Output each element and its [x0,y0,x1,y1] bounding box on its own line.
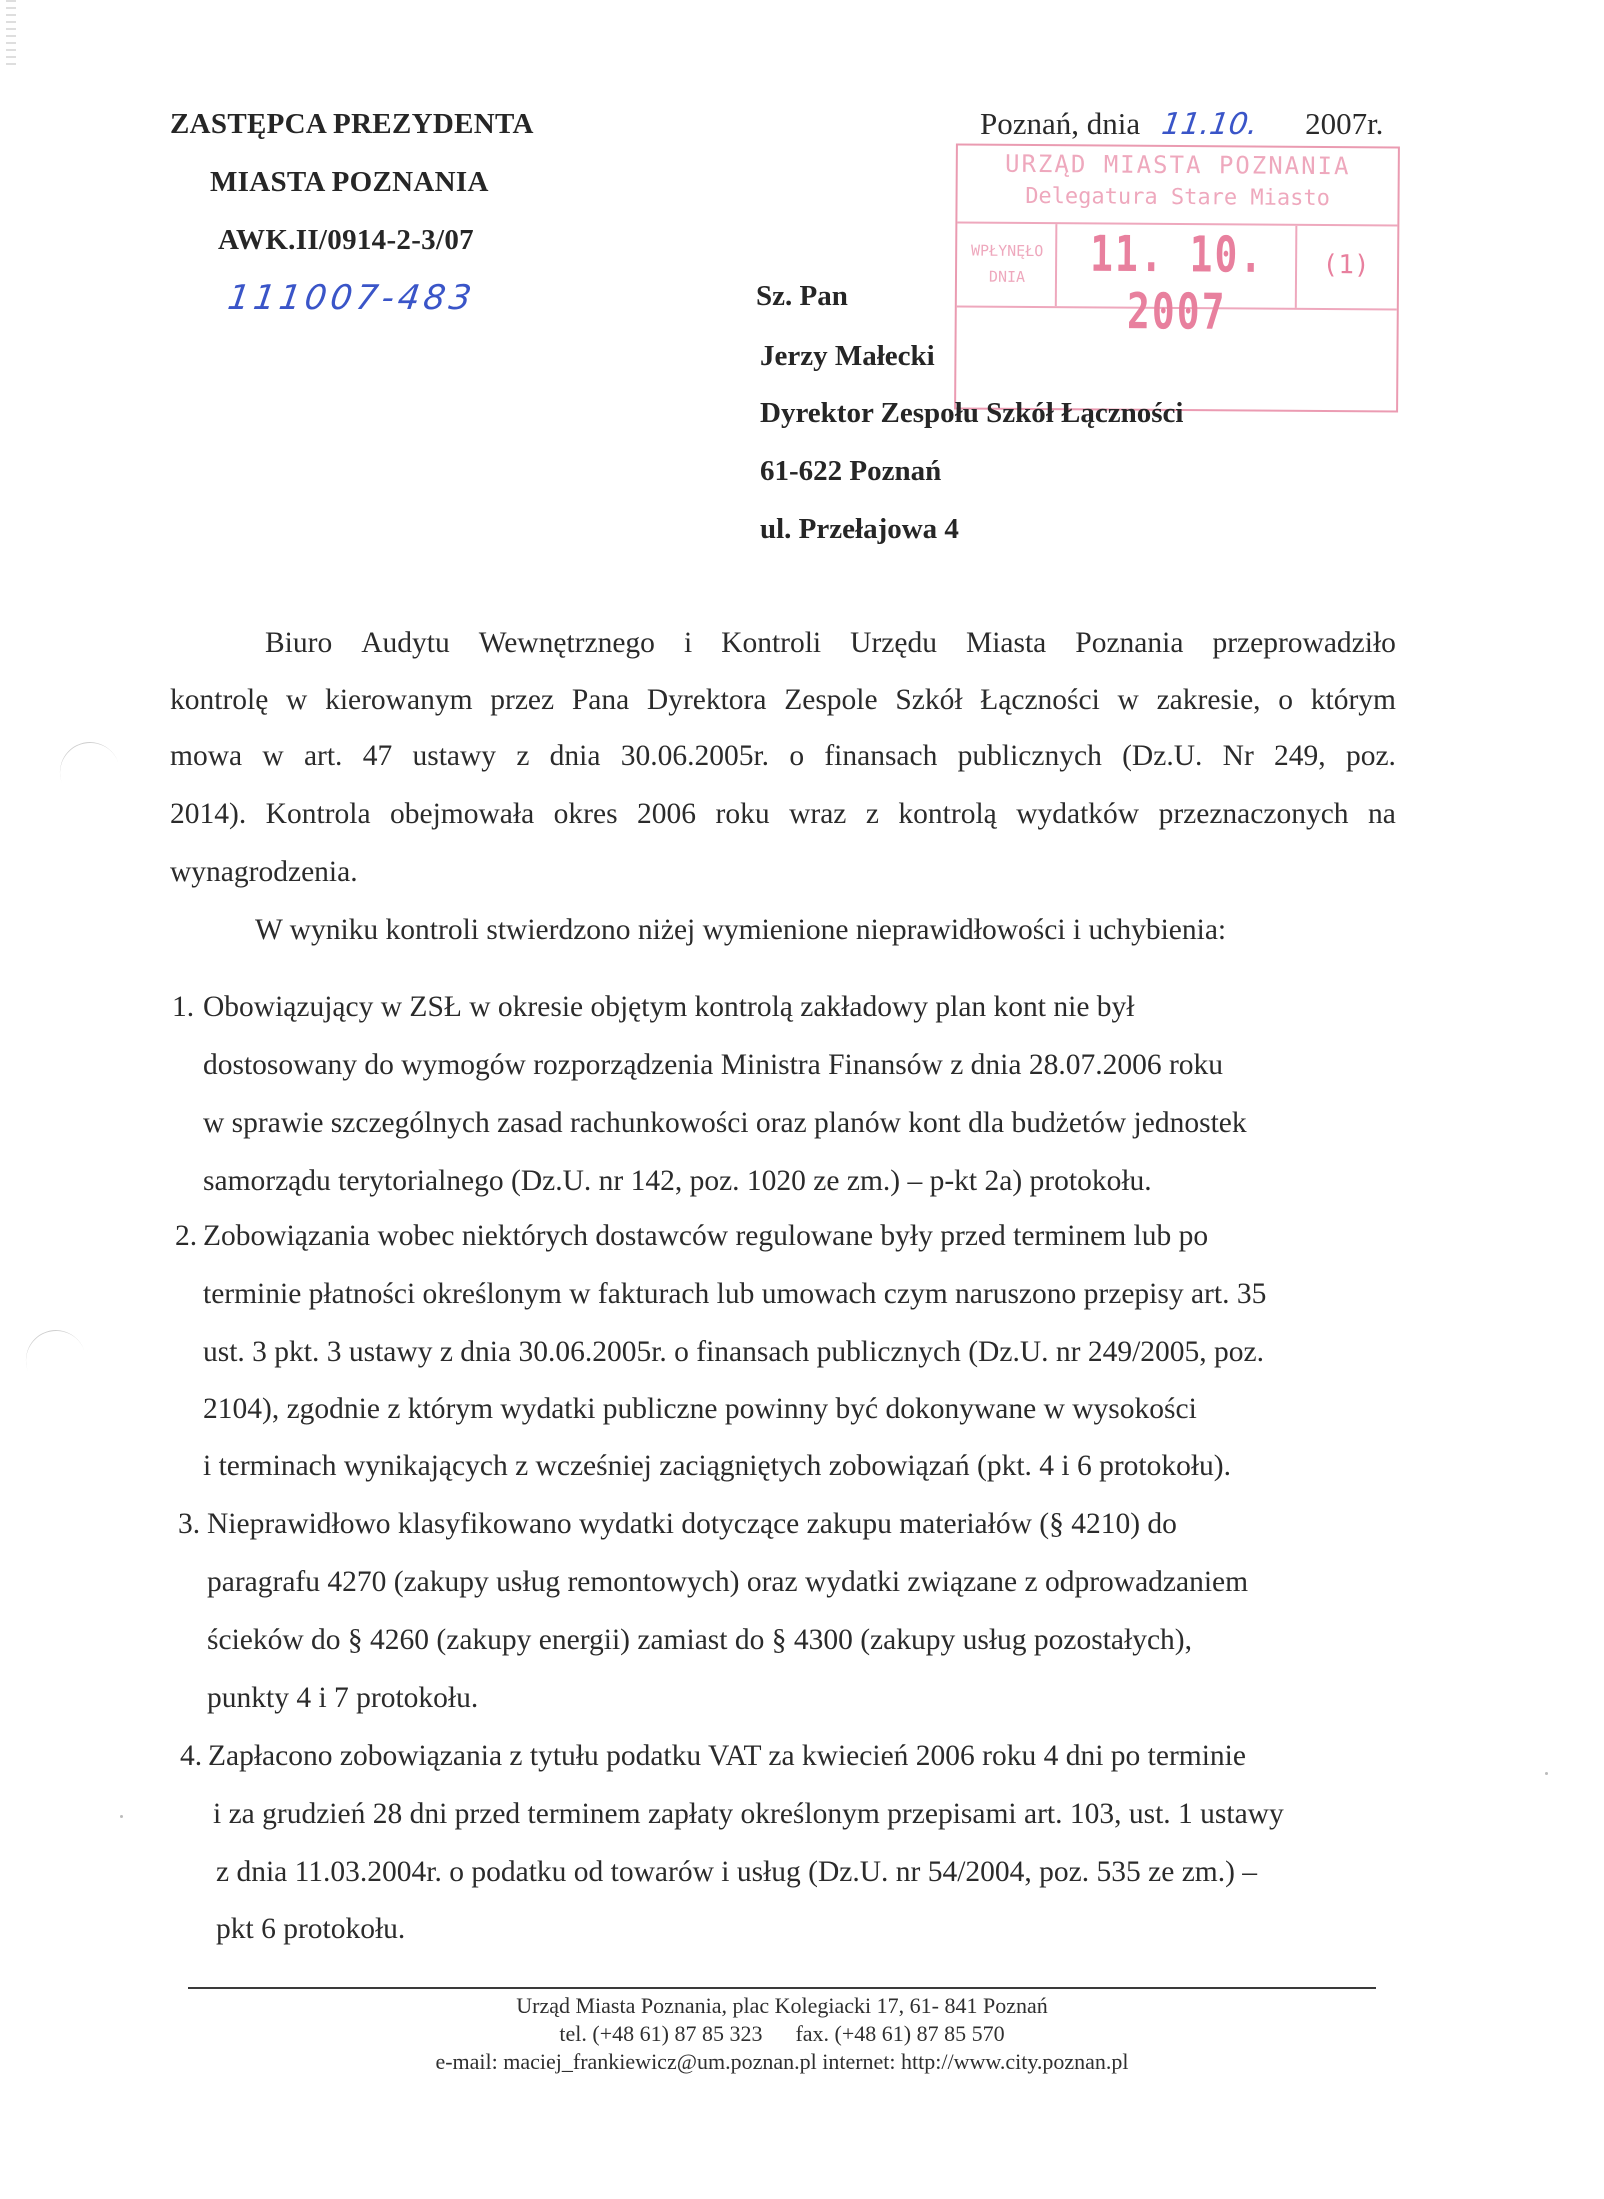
intro-word: wraz [789,798,847,830]
intro-word: Urzędu [850,627,937,659]
stamp-received-date: 11. 10. 2007 [1089,225,1265,341]
addressee-salutation: Sz. Pan [756,280,848,312]
intro-word: i [683,627,693,659]
intro-word: obejmowała [390,798,535,830]
findings-intro: W wyniku kontroli stwierdzono niżej wymienione nieprawidłowości i uchybienia: [255,914,1227,946]
intro-word: finansach [824,740,938,772]
date-line [980,106,1383,142]
handwritten-date: 11.10. [1159,107,1260,142]
intro-word: Łączności [980,684,1100,716]
finding-line: ścieków do § 4260 (zakupy energii) zamiast do § 4300 (zakupy usług pozostałych), [207,1624,1193,1656]
footer-contact: e-mail: maciej_frankiewicz@um.poznan.pl internet: http://www.city.poznan.pl [435,2049,1129,2074]
date-year: 2007r. [1305,106,1384,141]
punch-hole-mark [17,1322,94,1400]
intro-word: Biuro [265,627,333,659]
intro-line [170,684,1396,717]
scan-edge-noise [6,0,16,70]
stamp-divider [1295,226,1298,308]
intro-word: publicznych [957,740,1102,772]
intro-word: kierowanym [325,684,473,716]
intro-word: kontrolę [170,684,269,716]
finding-line: dostosowany do wymogów rozporządzenia Ministra Finansów z dnia 28.07.2006 roku [203,1049,1224,1081]
handwritten-registry-number: 111007-483 [225,278,478,318]
finding-number: 4. [180,1740,203,1772]
intro-word: roku [715,798,770,830]
finding-number: 3. [178,1508,201,1540]
intro-word: przeprowadziło [1212,627,1396,659]
intro-word: 30.06.2005r. [620,740,770,772]
intro-word: Dyrektora [646,684,767,716]
intro-word: na [1368,798,1396,830]
intro-word: z [865,798,879,830]
intro-word: dnia [549,740,601,772]
finding-line: ust. 3 pkt. 3 ustawy z dnia 30.06.2005r. o finansach publicznych (Dz.U. nr 249/2005, poz. [203,1336,1264,1368]
addressee-name: Jerzy Małecki [760,340,935,372]
finding-line: terminie płatności określonym w fakturach lub umowach czym naruszono przepisy art. 35 [203,1278,1267,1310]
scan-speck [1545,1772,1548,1775]
intro-word: o [1278,684,1294,716]
intro-word: o [789,740,805,772]
stamp-title: URZĄD MIASTA POZNANIA [1004,149,1351,181]
stamp-label-line1: WPŁYNĘŁO [970,241,1044,261]
intro-word: Kontrola [265,798,371,830]
scan-speck [120,1815,123,1818]
addressee-street: ul. Przełajowa 4 [760,513,959,545]
addressee-postal: 61-622 Poznań [760,455,942,487]
intro-word: w [1117,684,1139,716]
sender-title-line1: ZASTĘPCA PREZYDENTA [170,108,534,140]
finding-line: Obowiązujący w ZSŁ w okresie objętym kontrolą zakładowy plan kont nie był [203,991,1135,1023]
intro-word: mowa [170,740,243,772]
finding-line: w sprawie szczególnych zasad rachunkowości oraz planów kont dla budżetów jednostek [203,1107,1247,1139]
stamp-divider [1055,224,1058,306]
stamp-number: (1) [1322,250,1370,281]
intro-word: w [262,740,284,772]
punch-hole-mark [51,734,128,812]
addressee-position: Dyrektor Zespołu Szkół Łączności [760,397,1184,429]
intro-line [170,798,1396,831]
footer-address: Urząd Miasta Poznania, plac Kolegiacki 17, 61- 841 Poznań [516,1993,1048,2018]
intro-word: (Dz.U. [1122,740,1203,772]
finding-line: Zobowiązania wobec niektórych dostawców regulowane były przed terminem lub po [203,1220,1209,1252]
intro-line [265,627,1396,660]
intro-word: Miasta [965,627,1047,659]
intro-word: 249, [1274,740,1326,772]
stamp-subtitle: Delegatura Stare Miasto [1025,183,1330,212]
intro-word: Poznania [1075,627,1184,659]
finding-number: 1. [172,991,195,1023]
intro-word: art. [303,740,343,772]
finding-line: Zapłacono zobowiązania z tytułu podatku VAT za kwiecień 2006 roku 4 dni po terminie [208,1740,1246,1772]
finding-line: z dnia 11.03.2004r. o podatku od towarów i usług (Dz.U. nr 54/2004, poz. 535 ze zm.) – [216,1856,1258,1888]
intro-word: ustawy [412,740,497,772]
finding-line: 2104), zgodnie z którym wydatki publiczne powinny być dokonywane w wysokości [203,1393,1197,1425]
intro-word: 2006 [637,798,697,830]
intro-word: Szkół [895,684,963,716]
intro-word: 2014). [170,798,247,830]
finding-line: pkt 6 protokołu. [216,1913,406,1945]
intro-word: Audytu [361,627,450,659]
intro-word: Kontroli [721,627,822,659]
finding-line: i za grudzień 28 dni przed terminem zapłaty określonym przepisami art. 103, ust. 1 ustawy [213,1798,1284,1830]
finding-line: samorządu terytorialnego (Dz.U. nr 142, poz. 1020 ze zm.) – p-kt 2a) protokołu. [203,1165,1152,1197]
finding-number: 2. [175,1220,198,1252]
finding-line: i terminach wynikających z wcześniej zaciągniętych zobowiązań (pkt. 4 i 6 protokołu). [203,1450,1232,1482]
intro-word: którym [1310,684,1396,716]
intro-word: Zespole [784,684,878,716]
intro-word: okres [553,798,618,830]
stamp-received-label [963,238,1051,291]
reference-number: AWK.II/0914-2-3/07 [218,224,474,256]
intro-word: Nr [1222,740,1254,772]
footer-divider [188,1987,1376,1989]
intro-word: przez [490,684,555,716]
intro-word: przeznaczonych [1158,798,1349,830]
footer-phone-fax: tel. (+48 61) 87 85 323 fax. (+48 61) 87 85 570 [559,2021,1005,2046]
intro-word: kontrolą [898,798,997,830]
sender-title-line2: MIASTA POZNANIA [210,166,489,198]
date-prefix: Poznań, dnia [980,106,1141,141]
intro-word: z [516,740,530,772]
intro-word: poz. [1345,740,1396,772]
intro-word: Wewnętrznego [478,627,655,659]
intro-word: w [286,684,308,716]
stamp-label-line2: DNIA [988,267,1026,286]
intro-word: wydatków [1016,798,1140,830]
finding-line: Nieprawidłowo klasyfikowano wydatki dotyczące zakupu materiałów (§ 4210) do [207,1508,1177,1540]
intro-line [170,740,1396,773]
intro-word: zakresie, [1156,684,1261,716]
intro-word: Pana [571,684,630,716]
intro-word: 47 [362,740,393,772]
finding-line: paragrafu 4270 (zakupy usług remontowych) oraz wydatki związane z odprowadzaniem [207,1566,1249,1598]
finding-line: punkty 4 i 7 protokołu. [207,1682,479,1714]
intro-line: wynagrodzenia. [170,856,358,888]
received-stamp [954,143,1400,412]
